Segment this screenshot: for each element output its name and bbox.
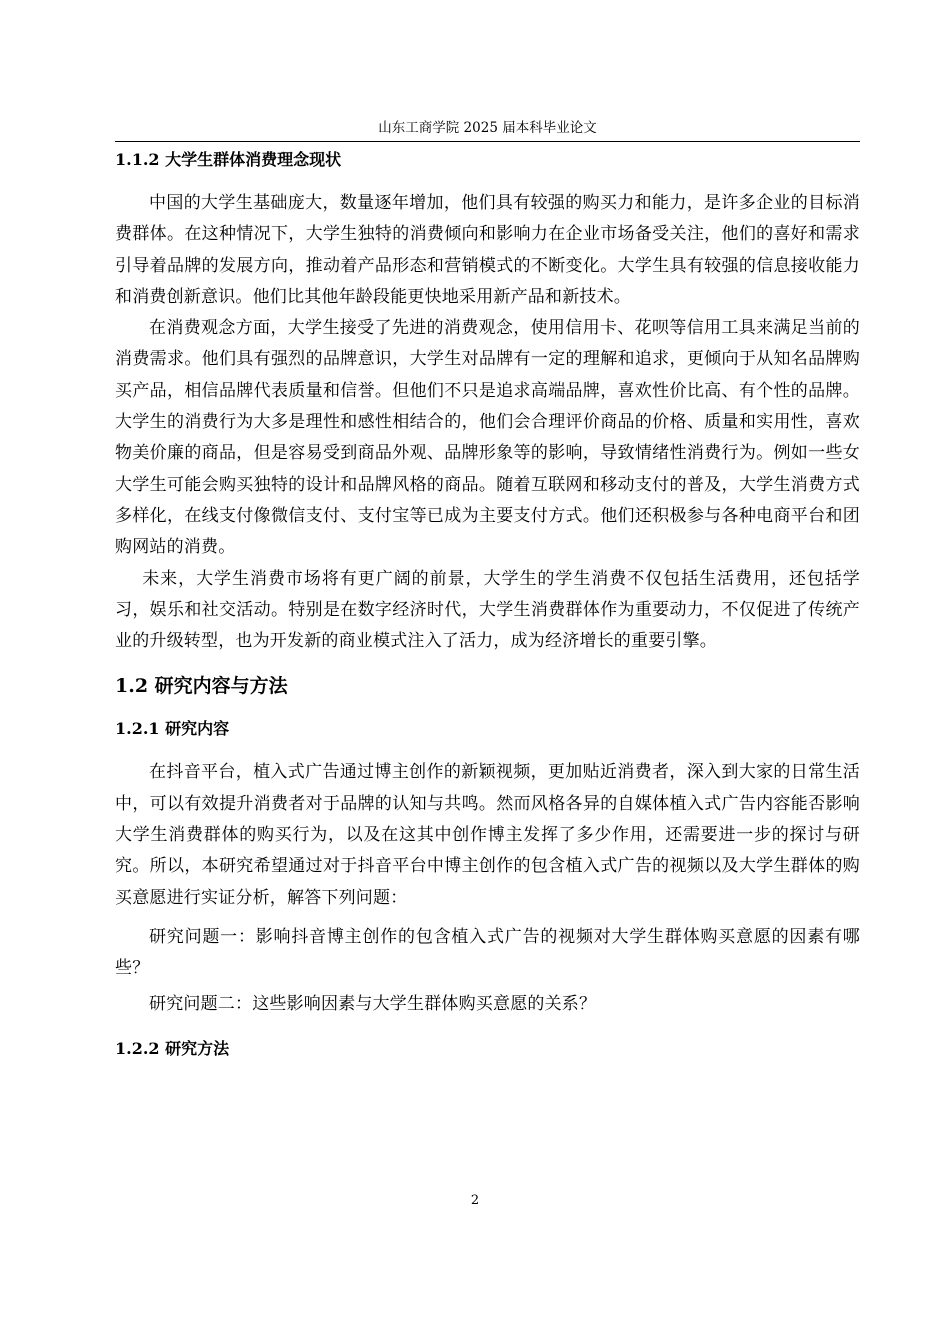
heading-1-2-1: 1.2.1 研究内容: [115, 719, 230, 739]
paragraph-1-1-2-b: 在消费观念方面，大学生接受了先进的消费观念，使用信用卡、花呗等信用工具来满足当前的消费需求。他们具有强烈的品牌意识，大学生对品牌有一定的理解和追求，更倾向于从知名品牌购买产品，相信品牌代表质量和信誉。但他们不只是追求高端品牌，喜欢性价比高、有个性的品牌。大学生的消费行为大多是理性和感性相结合的，他们会合理评价商品的价格、质量和实用性，喜欢物美价廉的商品，但是容易受到商品外观、品牌形象等的影响，导致情绪性消费行为。例如一些女大学生可能会购买独特的设计和品牌风格的商品。随着互联网和移动支付的普及，大学生消费方式多样化，在线支付像微信支付、支付宝等已成为主要支付方式。他们还积极参与各种电商平台和团购网站的消费。: [115, 318, 860, 558]
page-content: [115, 145, 860, 1060]
paragraph-1-1-2-c: 未来，大学生消费市场将有更广阔的前景，大学生的学生消费不仅包括生活费用，还包括学习，娱乐和社交活动。特别是在数字经济时代，大学生消费群体作为重要动力，不仅促进了传统产业的升级转型，也为开发新的商业模式注入了活力，成为经济增长的重要引擎。: [115, 568, 860, 652]
heading-1-1-2: 1.1.2 大学生群体消费理念现状: [115, 150, 342, 169]
paragraph-1-2-1-a: 在抖音平台，植入式广告通过博主创作的新颖视频，更加贴近消费者，深入到大家的日常生活中，可以有效提升消费者对于品牌的认知与共鸣。然而风格各异的自媒体植入式广告内容能否影响大学生消费群体的购买行为，以及在这其中创作博主发挥了多少作用，还需要进一步的探讨与研究。所以，本研究希望通过对于抖音平台中博主创作的包含植入式广告的视频以及大学生群体的购买意愿进行实证分析，解答下列问题：: [115, 762, 860, 908]
heading-1-2: 1.2 研究内容与方法: [115, 675, 288, 698]
research-question-2: 研究问题二：这些影响因素与大学生群体购买意愿的关系？: [149, 993, 597, 1014]
research-question-1: 研究问题一：影响抖音博主创作的包含植入式广告的视频对大学生群体购买意愿的因素有哪些？: [115, 926, 860, 979]
heading-1-2-2: 1.2.2 研究方法: [115, 1038, 230, 1058]
running-header: 山东工商学院 2025 届本科毕业论文: [378, 120, 597, 136]
paragraph-1-1-2-a: 中国的大学生基础庞大，数量逐年增加，他们具有较强的购买力和能力，是许多企业的目标消费群体。在这种情况下，大学生独特的消费倾向和影响力在企业市场备受关注，他们的喜好和需求引导着品牌的发展方向，推动着产品形态和营销模式的不断变化。大学生具有较强的信息接收能力和消费创新意识。他们比其他年龄段能更快地采用新产品和新技术。: [115, 193, 860, 307]
header-rule: [115, 141, 860, 142]
page-number: 2: [470, 1193, 480, 1208]
